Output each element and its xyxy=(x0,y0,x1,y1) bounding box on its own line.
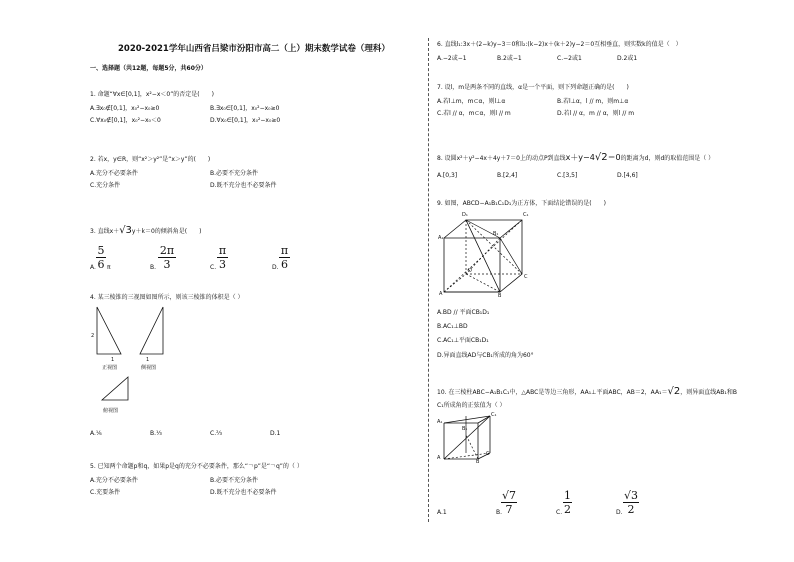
option-d: D.∀x₀∈[0,1]，x₀²−x₀≥0 xyxy=(210,117,281,124)
question-stem: 4. 某三棱锥的三视图如图所示，则该三棱锥的体积是（ ） xyxy=(90,294,244,301)
front-view-label: 正视图 xyxy=(102,365,118,371)
option-d: D.1 xyxy=(270,430,281,437)
option-d-fraction: √3 2 xyxy=(623,489,638,516)
option-b: B.必要不充分条件 xyxy=(210,170,259,177)
option-c: C.∀x₀∉[0,1]，x₀²−x₀＜0 xyxy=(90,117,161,124)
option-c: C.⅔ xyxy=(210,430,222,437)
option-b-fraction: √7 7 xyxy=(501,489,516,516)
option-a-fraction: 5 6 xyxy=(97,244,105,271)
option-a: A.充分不必要条件 xyxy=(90,170,138,177)
question-stem: 1. 命题“∀x∈[0,1]，x²−x＜0”的否定是( ) xyxy=(90,91,214,98)
option-a: A.[0,3] xyxy=(437,172,458,179)
question-stem: 8. 设圆x²＋y²−4x＋4y＋7＝0上的动点P到直线x＋y−4√2＝0的距离为d，则d的取值范围是（ ） xyxy=(437,152,715,163)
option-a-suffix: π xyxy=(107,264,111,271)
question-stem: 5. 已知两个命题p和q，如果p是q的充分不必要条件，那么“￢p”是“￢q”的（ ） xyxy=(90,463,303,470)
side-view-label: 侧视图 xyxy=(141,365,157,371)
vertex-label: D xyxy=(468,268,472,274)
option-c: C.−2或1 xyxy=(557,55,582,62)
option-c: C.若l // α，m⊂α，则l // m xyxy=(437,110,511,117)
option-b: B.∃x₀∈[0,1]，x₀²−x₀≥0 xyxy=(210,105,280,112)
vertex-label: A₁ xyxy=(438,235,444,241)
option-a: A.1 xyxy=(437,509,447,516)
section-heading: 一、选择题（共12题，每题5分，共60分） xyxy=(90,65,207,72)
dimension-label: 1 xyxy=(111,357,115,363)
vertex-label: B₁ xyxy=(462,426,468,432)
question-stem: 6. 直线l₁:3x＋(2−k)y−3＝0和l₂:(k−2)x＋(k＋2)y−2＝0互相垂直，则实数k的值是（ ） xyxy=(437,41,682,48)
question-stem-line2: C₁所成角的正弦值为（ ） xyxy=(437,402,506,409)
option-a: A.充分不必要条件 xyxy=(90,477,138,484)
option-a: A.−2或−1 xyxy=(437,55,467,62)
option-c-fraction: π 3 xyxy=(218,244,227,271)
vertex-label: B xyxy=(498,293,502,299)
vertex-label: C₁ xyxy=(523,212,529,218)
vertex-label: B₁ xyxy=(493,231,499,237)
option-c: C.[3,5] xyxy=(557,172,578,179)
option-c-letter: C. xyxy=(210,264,217,271)
vertex-label: B xyxy=(476,459,480,465)
front-view-triangle xyxy=(97,307,121,354)
question-stem: 7. 设l，m是两条不同的直线，α是一个平面，则下列命题正确的是( ) xyxy=(437,84,629,91)
column-divider xyxy=(428,38,429,522)
front-face xyxy=(444,238,500,292)
option-a: A.∃x₀∉[0,1]，x₀²−x₀≥0 xyxy=(90,105,160,112)
option-c: C.充要条件 xyxy=(90,489,121,496)
option-b-letter: B. xyxy=(150,264,157,271)
option-b-letter: B. xyxy=(496,509,503,516)
option-b: B.[2,4] xyxy=(497,172,518,179)
vertex-label: C xyxy=(486,451,490,457)
option-b: B.2或−1 xyxy=(497,55,522,62)
option-d: D.既不充分也不必要条件 xyxy=(210,489,277,496)
option-c: C.充分条件 xyxy=(90,182,121,189)
vertex-label: A xyxy=(439,291,443,297)
option-a-letter: A. xyxy=(90,264,96,271)
vertex-label: A₁ xyxy=(437,419,443,425)
option-d: D.若l // α，m // α，则l // m xyxy=(557,110,635,117)
top-view-triangle xyxy=(102,377,128,400)
top-view-label: 俯视图 xyxy=(103,408,119,414)
vertex-label: D₁ xyxy=(462,212,468,218)
option-d: D.[4,6] xyxy=(617,172,638,179)
option-d-letter: D. xyxy=(272,264,279,271)
question-stem: 2. 若x，y∈R，则“x²＞y²”是“x＞y”的( ) xyxy=(90,156,211,163)
option-c: C.AC₁⊥平面CB₁D₁ xyxy=(437,337,489,344)
option-d: D.异面直线AD与CB₁所成的角为60° xyxy=(437,352,534,359)
side-view-triangle xyxy=(140,307,163,354)
option-a: A.⅙ xyxy=(90,430,102,437)
vertex-label: C₁ xyxy=(491,412,497,418)
option-d: D.2或1 xyxy=(617,55,638,62)
option-d-fraction: π 6 xyxy=(280,244,289,271)
vertex-label: C xyxy=(524,274,528,280)
option-b: B.必要不充分条件 xyxy=(210,477,259,484)
dimension-label: 1 xyxy=(146,357,150,363)
option-d-letter: D. xyxy=(616,509,623,516)
page-title: 2020-2021学年山西省吕梁市汾阳市高二（上）期末数学试卷（理科） xyxy=(118,44,390,54)
option-d: D.既不充分也不必要条件 xyxy=(210,182,277,189)
dimension-label: 2 xyxy=(91,333,95,339)
option-b: B.⅓ xyxy=(150,430,162,437)
cube-figure xyxy=(436,210,546,302)
option-a: A.若l⊥m，m⊂α，则l⊥α xyxy=(437,98,506,105)
option-c-fraction: 1 2 xyxy=(564,489,571,516)
question-stem: 10. 在三棱柱ABC−A₁B₁C₁中，△ABC是等边三角形，AA₁⊥平面ABC，AB＝2，AA₁＝√2，则异面直线AB₁和B xyxy=(437,386,737,397)
three-view-figure xyxy=(86,303,206,423)
option-b-fraction: 2π 3 xyxy=(159,244,175,271)
option-b: B.若l⊥α，l // m，则m⊥α xyxy=(557,98,629,105)
question-stem: 3. 直线x＋√3y＋k＝0的倾斜角是( ) xyxy=(90,225,202,236)
question-stem: 9. 如图，ABCD−A₁B₁C₁D₁为正方体，下面结论错误的是( ) xyxy=(437,200,606,207)
vertex-label: A xyxy=(437,455,441,461)
option-a: A.BD // 平面CB₁D₁ xyxy=(437,309,490,316)
option-b: B.AC₁⊥BD xyxy=(437,323,468,330)
option-c-letter: C. xyxy=(556,509,563,516)
